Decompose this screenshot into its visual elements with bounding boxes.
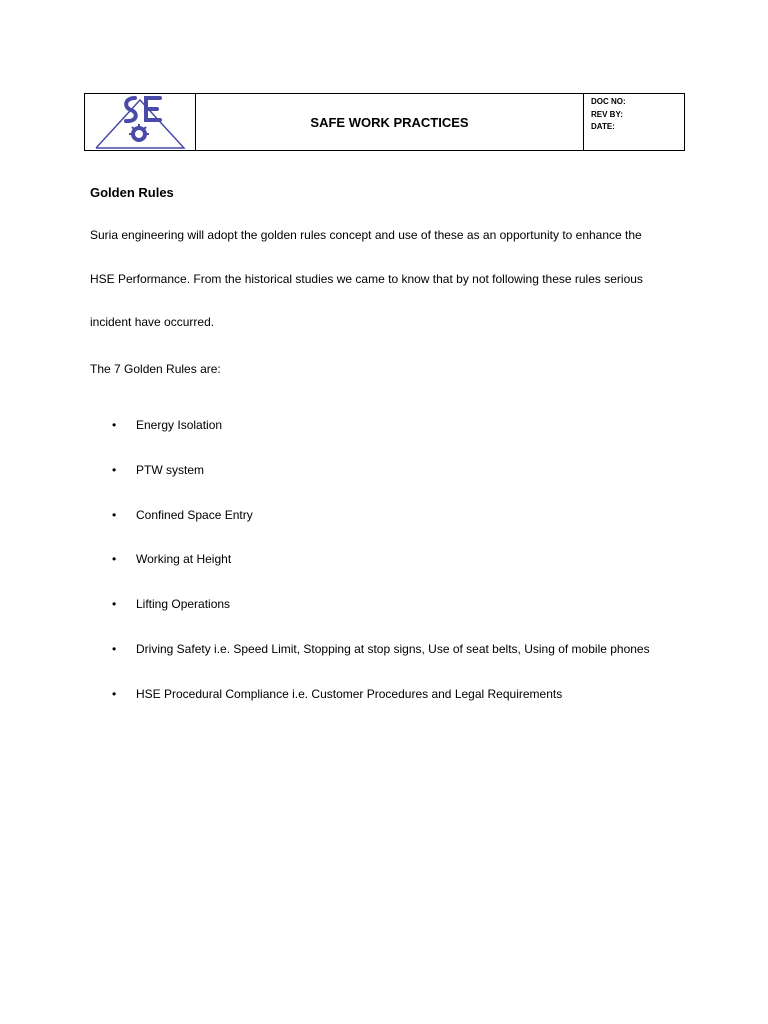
list-item [112,687,650,732]
paragraph-line: incident have occurred. [90,315,215,329]
doc-no-label: DOC NO: [591,97,626,106]
list-item [112,418,650,463]
rule-text: PTW system [136,462,204,477]
rule-text: Confined Space Entry [136,507,253,522]
list-item [112,463,650,508]
rev-by-label: REV BY: [591,109,623,119]
list-item [112,552,650,597]
rules-intro: The 7 Golden Rules are: [90,362,221,376]
document-title: SAFE WORK PRACTICES [196,94,584,150]
bullet-icon: • [112,597,117,612]
rule-text: Lifting Operations [136,597,231,612]
section-heading: Golden Rules [90,185,174,200]
list-item [112,508,650,553]
se-logo-icon [90,94,190,150]
document-header [84,93,685,151]
bullet-icon: • [112,462,117,477]
bullet-icon: • [112,418,117,432]
rule-text: HSE Procedural Compliance i.e. Customer Procedures and Legal Requirements [136,686,563,701]
list-item [112,597,650,642]
company-logo [85,94,196,150]
bullet-icon: • [112,507,117,522]
bullet-icon: • [112,686,117,701]
paragraph-line: Suria engineering will adopt the golden rules concept and use of these as an opportunity to enhance the [90,228,642,242]
rule-text: Working at Height [136,552,232,567]
document-meta [584,94,684,150]
list-item [112,642,650,687]
bullet-icon: • [112,552,117,567]
intro-paragraph [90,214,690,345]
date-label: DATE: [591,122,615,131]
rule-text: Driving Safety i.e. Speed Limit, Stopping at stop signs, Use of seat belts, Using of mobile phones [136,641,650,656]
rule-text: Energy Isolation [136,418,223,432]
golden-rules-list [112,418,650,732]
bullet-icon: • [112,641,117,656]
paragraph-line: HSE Performance. From the historical studies we came to know that by not following these rules serious [90,271,643,286]
